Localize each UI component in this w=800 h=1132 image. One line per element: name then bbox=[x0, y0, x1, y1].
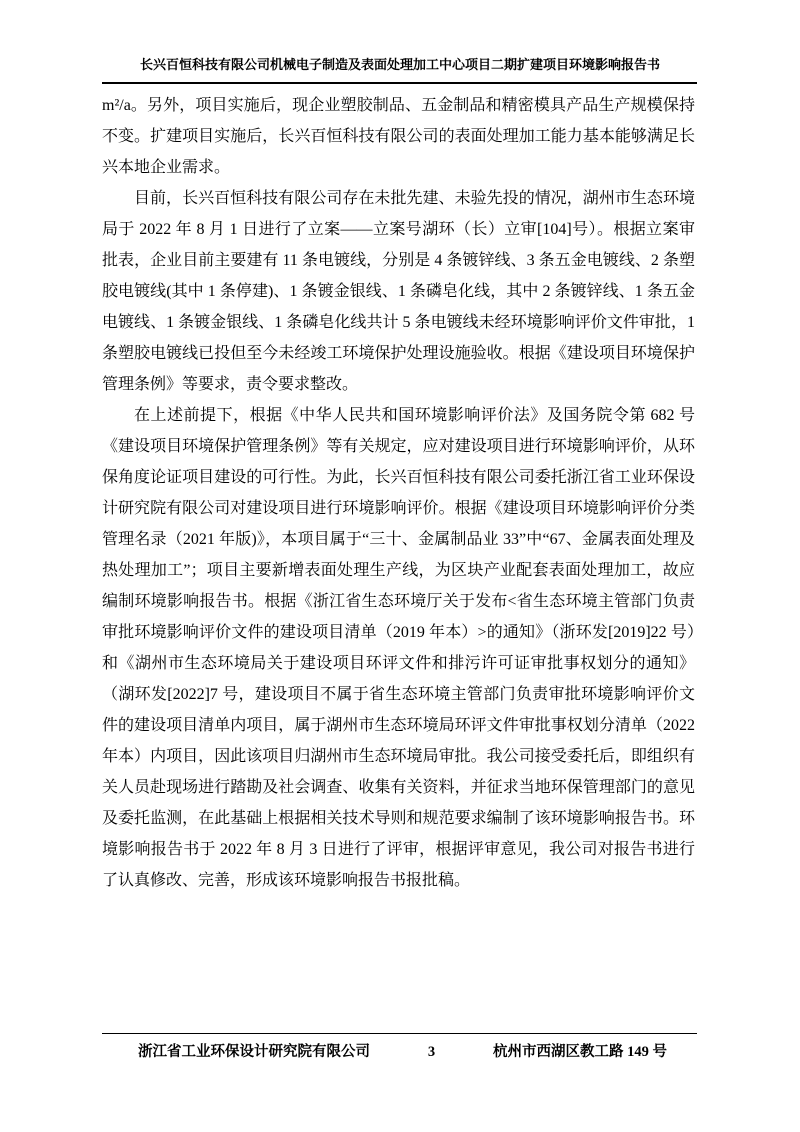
footer-address: 杭州市西湖区教工路 149 号 bbox=[493, 1044, 667, 1060]
paragraph-continuation: m²/a。另外，项目实施后，现企业塑胶制品、五金制品和精密模具产品生产规模保持不变。扩建项目实施后，长兴百恒科技有限公司的表面处理加工能力基本能够满足长兴本地企业需求。 bbox=[102, 97, 695, 176]
document-body bbox=[102, 90, 695, 896]
footer-company: 浙江省工业环保设计研究院有限公司 bbox=[138, 1044, 370, 1060]
footer-page-number: 3 bbox=[427, 1044, 436, 1060]
page-footer bbox=[102, 1033, 697, 1061]
paragraph-eia-basis: 在上述前提下，根据《中华人民共和国环境影响评价法》及国务院令第 682 号《建设项目环境保护管理条例》等有关规定，应对建设项目进行环境影响评价，从环保角度论证项目建设的可行性。为此，长兴百恒科技有限公司委托浙江省工业环保设计研究院有限公司对建设项目进行环境影响评价。根据《建设项目环境影响评价分类管理名录（2021 年版)》，本项目属于“三十、金属制品业 33”中“67、金属表面处理及热处理加工”；项目主要新增表面处理生产线，为区块产业配套表面处理加工，故应编制环境影响报告书。根据《浙江省生态环境厅关于发布<省生态环境主管部门负责审批环境影响评价文件的建设项目清单（2019 年本）>的通知》（浙环发[2019]22 号）和《湖州市生态环境局关于建设项目环评文件和排污许可证审批事权划分的通知》（湖环发[2022]7 号，建设项目不属于省生态环境主管部门负责审批环境影响评价文件的建设项目清单内项目，属于湖州市生态环境局环评文件审批事权划分清单（2022 年本）内项目，因此该项目归湖州市生态环境局审批。我公司接受委托后，即组织有关人员赴现场进行踏勘及社会调查、收集有关资料，并征求当地环保管理部门的意见及委托监测，在此基础上根据相关技术导则和规范要求编制了该环境影响报告书。环境影响报告书于 2022 年 8 月 3 日进行了评审，根据评审意见，我公司对报告书进行了认真修改、完善，形成该环境影响报告书报批稿。 bbox=[102, 407, 695, 889]
header-rule bbox=[102, 82, 697, 84]
page-header-title: 长兴百恒科技有限公司机械电子制造及表面处理加工中心项目二期扩建项目环境影响报告书 bbox=[139, 57, 660, 72]
paragraph-filing-status: 目前，长兴百恒科技有限公司存在未批先建、未验先投的情况，湖州市生态环境局于 2022 年 8 月 1 日进行了立案——立案号湖环（长）立审[104]号）。根据立案审批表，企业目前主要建有 11 条电镀线，分别是 4 条镀锌线、3 条五金电镀线、2 条塑胶电镀线(其中 1 条停建)、1 条镀金银线、1 条磷皂化线，其中 2 条镀锌线、1 条五金电镀线、1 条镀金银线、1 条磷皂化线共计 5 条电镀线未经环境影响评价文件审批，1 条塑胶电镀线已投但至今未经竣工环境保护处理设施验收。根据《建设项目环境保护管理条例》等要求，责令要求整改。 bbox=[102, 190, 695, 393]
footer-row bbox=[102, 1034, 697, 1061]
